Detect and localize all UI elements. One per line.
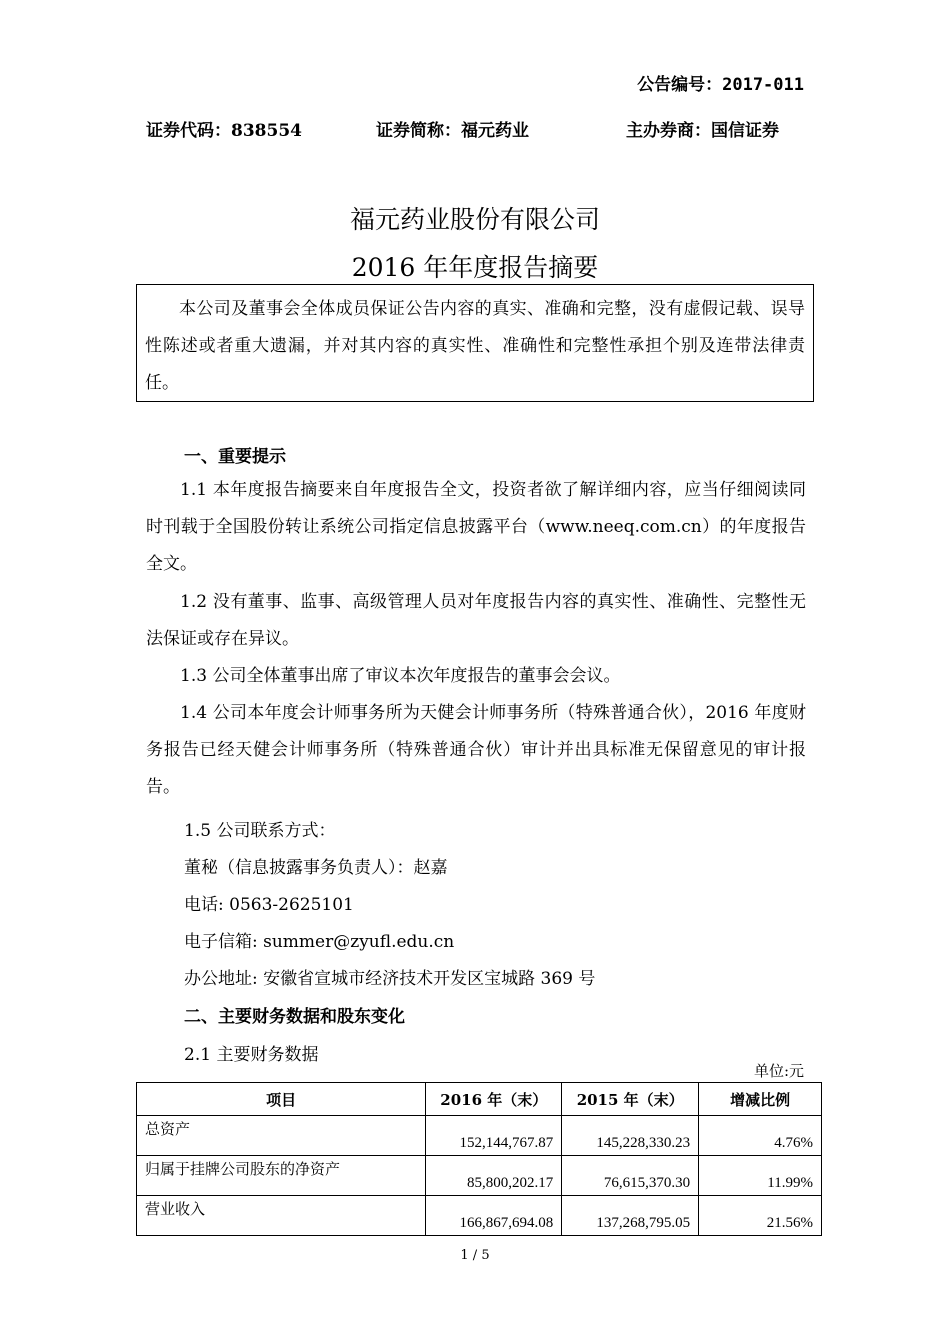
- value-2016: 85,800,202.17: [426, 1156, 562, 1196]
- value-2015: 76,615,370.30: [562, 1156, 699, 1196]
- column-header: 2015 年（末）: [562, 1083, 699, 1116]
- table-row: [137, 1196, 822, 1236]
- phone-line: 电话: 0563-2625101: [184, 895, 354, 915]
- security-code: 证券代码：838554: [146, 121, 302, 141]
- page-number: 1 / 5: [460, 1248, 490, 1263]
- unit-label: 单位:元: [753, 1062, 804, 1080]
- column-header: 项目: [137, 1083, 426, 1116]
- table-row: [137, 1156, 822, 1196]
- table-header-row: [137, 1083, 822, 1116]
- row-label: 总资产: [137, 1116, 426, 1156]
- company-title: 福元药业股份有限公司: [349, 205, 600, 234]
- change-ratio: 4.76%: [699, 1116, 822, 1156]
- value-2015: 137,268,795.05: [562, 1196, 699, 1236]
- secretary-line: 董秘（信息披露事务负责人）：赵嘉: [184, 858, 448, 878]
- subsection-2-1: 2.1 主要财务数据: [184, 1045, 319, 1065]
- change-ratio: 21.56%: [699, 1196, 822, 1236]
- column-header: 2016 年（末）: [426, 1083, 562, 1116]
- board-statement-box: 本公司及董事会全体成员保证公告内容的真实、准确和完整，没有虚假记载、误导性陈述或者重大遗漏，并对其内容的真实性、准确性和完整性承担个别及连带法律责任。: [136, 284, 814, 402]
- row-label: 营业收入: [137, 1196, 426, 1236]
- section-2-heading: 二、主要财务数据和股东变化: [184, 1007, 405, 1027]
- paragraph-1-1: 1.1 本年度报告摘要来自年度报告全文，投资者欲了解详细内容，应当仔细阅读同时刊载于全国股份转让系统公司指定信息披露平台（www.neeq.com.cn）的年度报告全文。: [146, 480, 806, 574]
- security-short-name: 证券简称：福元药业: [376, 121, 529, 141]
- row-label: 归属于挂牌公司股东的净资产: [137, 1156, 426, 1196]
- value-2015: 145,228,330.23: [562, 1116, 699, 1156]
- value-2016: 166,867,694.08: [426, 1196, 562, 1236]
- email-line: 电子信箱: summer@zyufl.edu.cn: [184, 932, 455, 952]
- announcement-number: 公告编号：2017-011: [637, 75, 804, 95]
- financial-data-table: [136, 1082, 822, 1236]
- column-header: 增减比例: [699, 1083, 822, 1116]
- report-title: 2016 年年度报告摘要: [351, 253, 599, 282]
- value-2016: 152,144,767.87: [426, 1116, 562, 1156]
- section-1-heading: 一、重要提示: [184, 447, 286, 467]
- paragraph-1-5: 1.5 公司联系方式：: [184, 821, 336, 841]
- paragraph-1-2: 1.2 没有董事、监事、高级管理人员对年度报告内容的真实性、准确性、完整性无法保证或存在异议。: [146, 592, 806, 649]
- address-line: 办公地址: 安徽省宣城市经济技术开发区宝城路 369 号: [184, 969, 596, 989]
- change-ratio: 11.99%: [699, 1156, 822, 1196]
- paragraph-1-4: 1.4 公司本年度会计师事务所为天健会计师事务所（特殊普通合伙），2016 年度财务报告已经天健会计师事务所（特殊普通合伙）审计并出具标准无保留意见的审计报告。: [146, 703, 806, 797]
- sponsor-broker: 主办券商：国信证券: [626, 121, 779, 141]
- paragraph-1-3: 1.3 公司全体董事出席了审议本次年度报告的董事会会议。: [180, 666, 621, 686]
- table-row: [137, 1116, 822, 1156]
